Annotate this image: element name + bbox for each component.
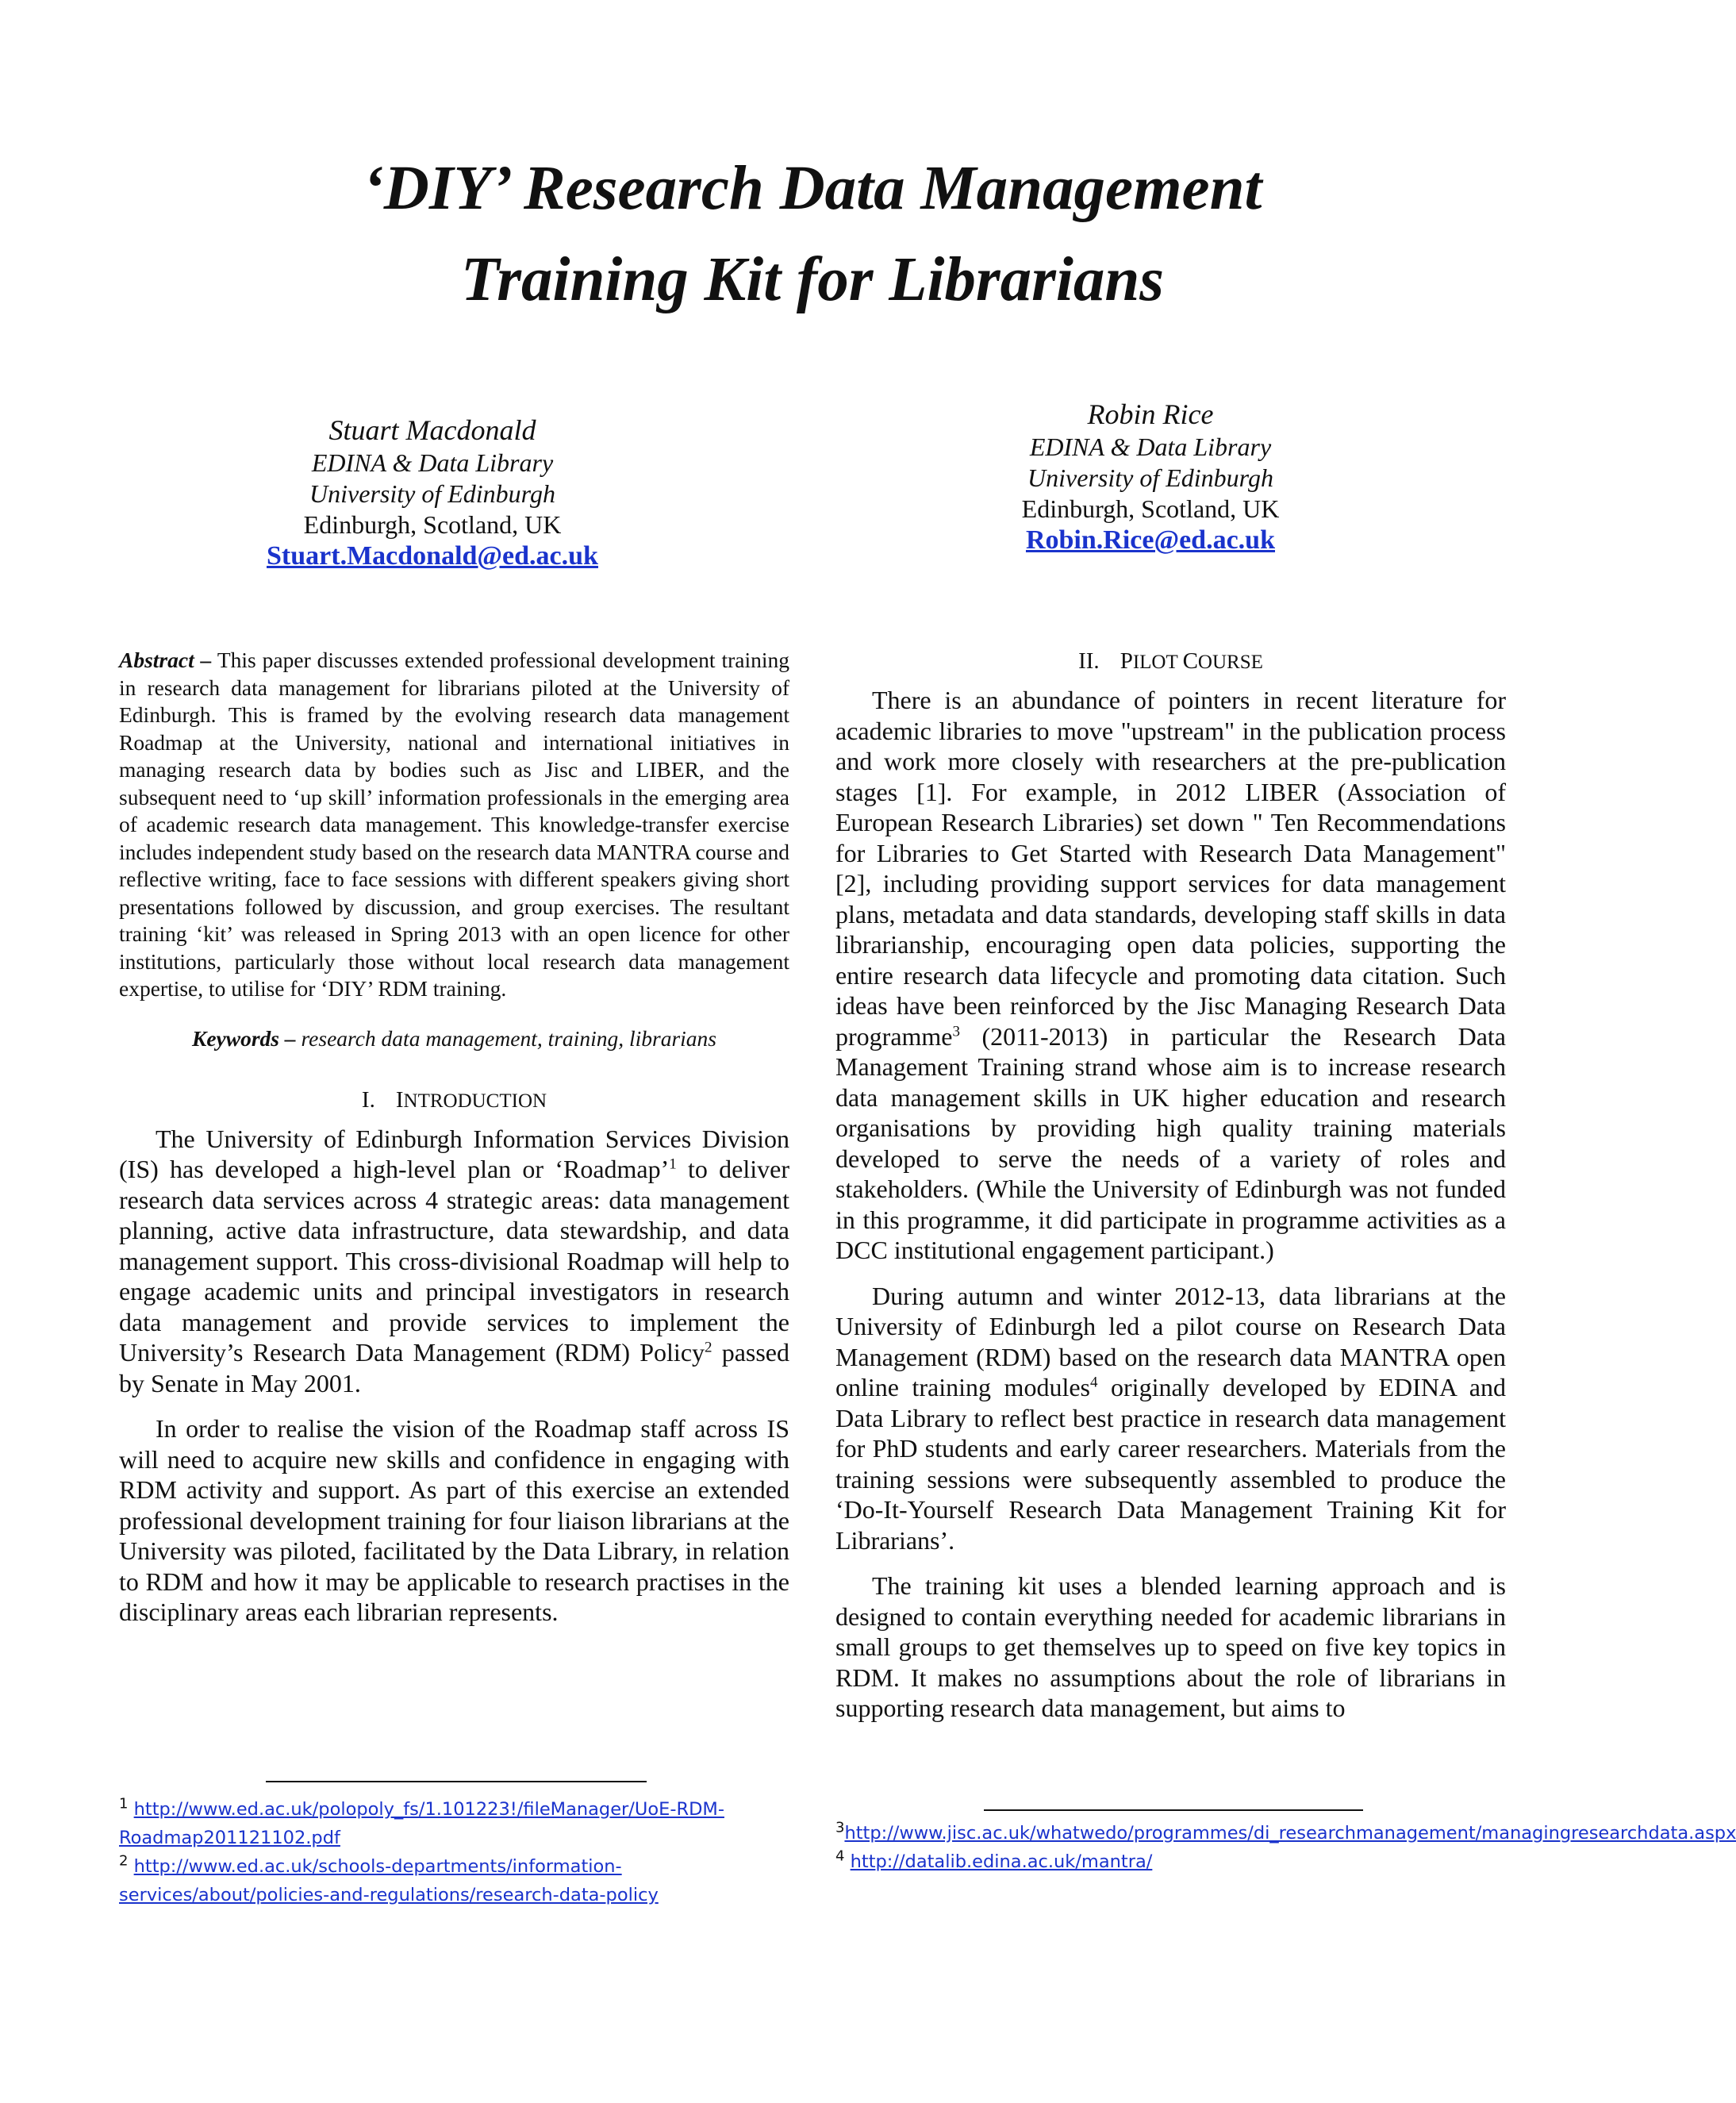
abstract-label: Abstract –: [119, 648, 212, 672]
footnote-ref-1: 1: [669, 1155, 677, 1173]
footnote-link[interactable]: http://www.ed.ac.uk/schools-departments/information-services/about/policies-and-regulations/research-data-policy: [119, 1856, 659, 1905]
keywords-label: Keywords –: [192, 1025, 296, 1051]
title-line-2: Training Kit for Librarians: [460, 245, 1165, 314]
keywords-text: research data management, training, librarians: [295, 1025, 716, 1051]
author-block-1: [226, 413, 639, 571]
abstract: [119, 647, 789, 1003]
footnote-separator: [266, 1781, 647, 1782]
pilot-paragraph-1: There is an abundance of pointers in recent literature for academic libraries to move "upstream" in the publication process and work more closely with researchers at the pre-publication stages [1]. For example, in 2012 LIBER (Association of European Research Libraries) set down " Ten Recommendations for Libraries to Get Started with Research Data Management" [2], including providing support services for data management plans, metadata and data standards, developing staff skills in data librarianship, encouraging open data policies, supporting the entire research data lifecycle and promoting data citation. Such ideas have been reinforced by the Jisc Managing Research Data programme$^3$ (2011-2013) in particular the Research Data Management Training strand whose aim is to increase research data management skills in UK higher education and research organisations by providing high quality training materials developed to serve the needs of a variety of roles and stakeholders. (While the University of Edinburgh was not funded in this programme, it did participate in programme activities as a DCC institutional engagement participant.): [835, 686, 1506, 1264]
section-heading-introduction: I. INTRODUCTION: [361, 1086, 547, 1113]
paper-title: [0, 143, 1625, 325]
keywords: [119, 1025, 789, 1052]
author-email-link[interactable]: Robin.Rice@ed.ac.uk: [1025, 525, 1276, 555]
author-block-2: [944, 397, 1357, 556]
footnote-2: $^2$ http://www.ed.ac.uk/schools-departments/information-services/about/policies-and-regulations/research-data-policy: [119, 1852, 659, 1905]
pilot-paragraph-3: The training kit uses a blended learning approach and is designed to contain everything needed for academic librarians in small groups to get themselves up to speed on five key topics in RDM. It makes no assumptions about the role of librarians in supporting research data management, but aims to: [835, 1571, 1506, 1722]
footnote-ref-2: 2: [705, 1339, 712, 1356]
left-column: [119, 647, 789, 1643]
title-line-1: ‘DIY’ Research Data Management: [363, 154, 1262, 223]
author-name: Stuart Macdonald: [328, 414, 536, 446]
author-location: Edinburgh, Scotland, UK: [303, 510, 562, 539]
footnote-ref-3: 3: [952, 1022, 960, 1040]
footnotes-right: [835, 1819, 1736, 1876]
author-affiliation: EDINA & Data Library: [1029, 433, 1272, 461]
footnote-ref-4: 4: [1090, 1374, 1098, 1391]
author-location: Edinburgh, Scotland, UK: [1021, 494, 1280, 523]
footnotes-left: [119, 1795, 817, 1909]
author-university: University of Edinburgh: [1027, 463, 1273, 492]
pilot-paragraph-2: During autumn and winter 2012-13, data librarians at the University of Edinburgh led a pilot course on Research Data Management (RDM) based on the research data MANTRA open online training modules$^4$ originally developed by EDINA and Data Library to reflect best practice in research data management for PhD students and early career researchers. Materials from the training sessions were subsequently assembled to produce the ‘Do-It-Yourself Research Data Management Training Kit for Librarians’.: [835, 1281, 1507, 1555]
intro-paragraph-2: In order to realise the vision of the Roadmap staff across IS will need to acquire new skills and confidence in engaging with RDM activity and support. As part of this exercise an extended professional development training for four liaison librarians at the University was piloted, facilitated by the Data Library, in relation to RDM and how it may be applicable to research practises in the disciplinary areas each librarian represents.: [119, 1414, 789, 1626]
footnote-link[interactable]: http://datalib.edina.ac.uk/mantra/: [850, 1851, 1153, 1872]
footnote-link[interactable]: http://www.jisc.ac.uk/whatwedo/programmes/di_researchmanagement/managingresearchdata.aspx: [844, 1823, 1736, 1843]
abstract-text: This paper discusses extended professional development training in research data management for librarians piloted at the University of Edinburgh. This is framed by the evolving research data management Roadmap at the University, national and international initiatives in managing research data by bodies such as Jisc and LIBER, and the subsequent need to ‘up skill’ information professionals in the emerging area of academic research data management. This knowledge-transfer exercise includes independent study based on the research data MANTRA course and reflective writing, face to face sessions with different speakers giving short presentations followed by discussion, and group exercises. The resultant training ‘kit’ was released in Spring 2013 with an open licence for other institutions, particularly those without local research data management expertise, to utilise for ‘DIY’ RDM training.: [119, 648, 789, 1001]
right-column: [835, 647, 1506, 1739]
author-university: University of Edinburgh: [309, 479, 555, 508]
footnote-1: $^1$ http://www.ed.ac.uk/polopoly_fs/1.101223!/fileManager/UoE-RDM-Roadmap201121102.pdf: [119, 1795, 724, 1848]
intro-paragraph-1: The University of Edinburgh Information Services Division (IS) has developed a high-level plan or ‘Roadmap’$^1$ to deliver research data services across 4 strategic areas: data management planning, active data infrastructure, data stewardship, and data management support. This cross-divisional Roadmap will help to engage academic units and principal investigators in research data management and provide services to implement the University’s Research Data Management (RDM) Policy$^2$ passed by Senate in May 2001.: [119, 1124, 790, 1398]
footnote-3: $^3$http://www.jisc.ac.uk/whatwedo/programmes/di_researchmanagement/managingresearchdata.aspx: [835, 1819, 1736, 1843]
footnote-link[interactable]: http://www.ed.ac.uk/polopoly_fs/1.101223!/fileManager/UoE-RDM-Roadmap201121102.pdf: [119, 1799, 724, 1848]
author-email-link[interactable]: Stuart.Macdonald@ed.ac.uk: [267, 541, 598, 571]
author-affiliation: EDINA & Data Library: [311, 448, 554, 477]
author-name: Robin Rice: [1087, 398, 1214, 430]
footnote-separator: [984, 1809, 1363, 1811]
section-heading-pilot-course: II. PILOT COURSE: [1078, 648, 1263, 674]
footnote-4: $^4$ http://datalib.edina.ac.uk/mantra/: [835, 1847, 1153, 1872]
